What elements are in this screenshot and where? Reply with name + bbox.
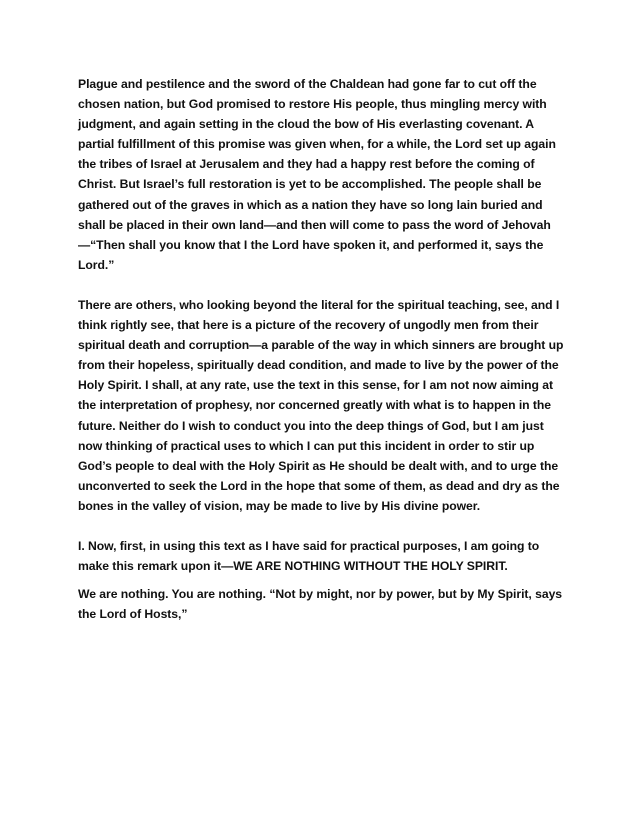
paragraph-point-one: I. Now, first, in using this text as I have said for practical purposes, I am going to make this remark upon it—WE ARE NOTHING WITHOUT THE HOLY SPIRIT.: [78, 538, 540, 574]
paragraph-spiritual-teaching: There are others, who looking beyond the literal for the spiritual teaching, see, and I think rightly see, that here is a picture of the recovery of ungodly men from their spiritual death and corruption—a parable of the way in which sinners are brought up from their hopeless, spiritually dead condition, and made to live by the power of the Holy Spirit. I shall, at any rate, use the text in this sense, for I am not now aiming at the interpretation of prophesy, nor concerned greatly with what is to happen in the future. Neither do I wish to conduct you into the deep things of God, but I am just now thinking of practical uses to which I can put this incident in order to stir up God’s people to deal with the Holy Spirit as He should be dealt with, and to urge the unconverted to seek the Lord in the hope that some of them, as dead and dry as the bones in the valley of vision, may be made to live by His divine power.: [78, 297, 564, 513]
paragraph-we-are-nothing: We are nothing. You are nothing. “Not by might, nor by power, but by My Spirit, says the Lord of Hosts,”: [78, 587, 563, 622]
document-body: [78, 74, 568, 624]
paragraph-restoration: Plague and pestilence and the sword of the Chaldean had gone far to cut off the chosen nation, but God promised to restore His people, thus mingling mercy with judgment, and again setting in the cloud the bow of His everlasting covenant. A partial fulfillment of this promise was given when, for a while, the Lord set up again the tribes of Israel at Jerusalem and they had a happy rest before the coming of Christ. But Israel’s full restoration is yet to be accomplished. The people shall be gathered out of the graves in which as a nation they have so long lain buried and shall be placed in their own land—and then will come to pass the word of Jehovah—“Then shall you know that I the Lord have spoken it, and performed it, says the Lord.”: [78, 77, 556, 272]
